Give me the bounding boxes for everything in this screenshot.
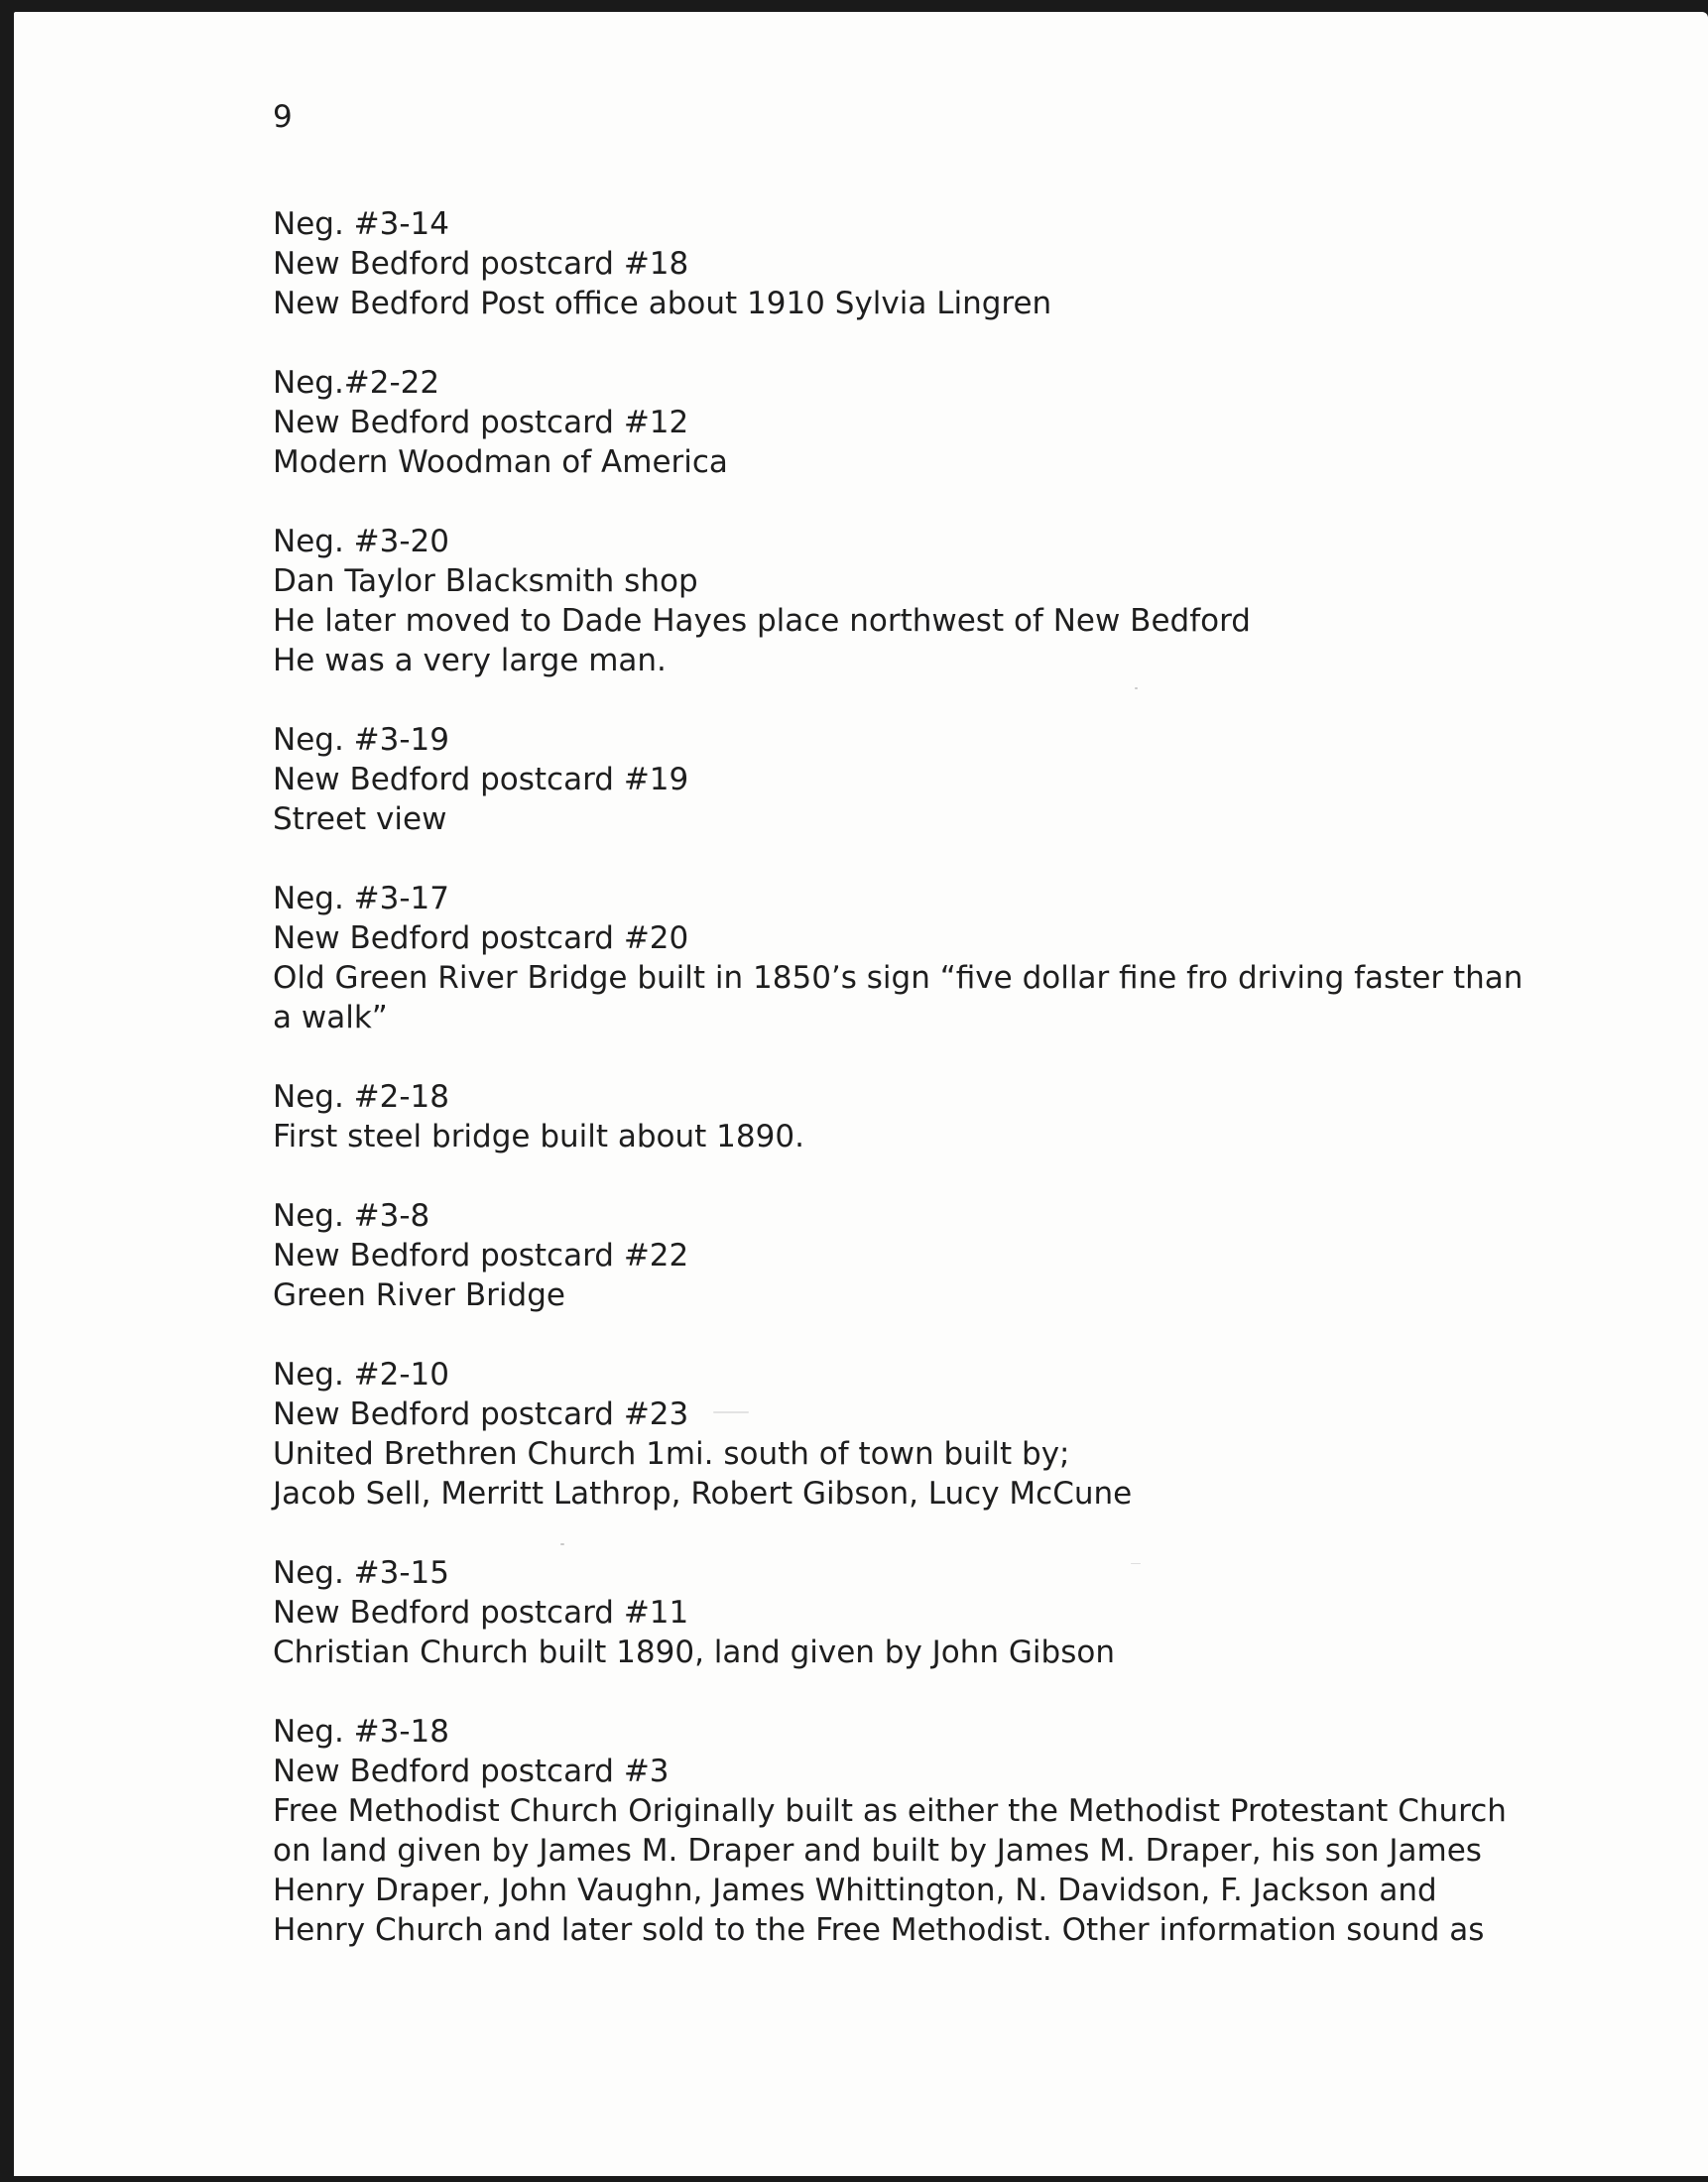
entry-line: New Bedford postcard #11 (273, 1595, 689, 1631)
entry-line: Dan Taylor Blacksmith shop (273, 563, 698, 599)
entry-line: Modern Woodman of America (273, 444, 728, 480)
entry-line: Henry Draper, John Vaughn, James Whittington, N. Davidson, F. Jackson and (273, 1873, 1437, 1908)
entry-text (273, 1553, 1513, 1672)
negative-number: Neg. #3-14 (273, 206, 449, 242)
negative-entry (273, 879, 1524, 1037)
entry-line: on land given by James M. Draper and built by James M. Draper, his son James (273, 1833, 1482, 1869)
entry-line: New Bedford postcard #20 (273, 920, 689, 956)
negative-entry (273, 363, 1513, 482)
negative-number: Neg. #3-18 (273, 1714, 449, 1750)
negative-entry (273, 522, 1513, 680)
entry-line: Old Green River Bridge built in 1850’s sign “five dollar fine fro driving faster than (273, 960, 1524, 996)
negative-entry (273, 1712, 1513, 1950)
negative-entry (273, 1355, 1513, 1514)
entry-line: He was a very large man. (273, 643, 667, 678)
entry-text (273, 1077, 1513, 1156)
entry-line: Green River Bridge (273, 1277, 565, 1313)
negative-entry (273, 1077, 1513, 1156)
entry-text (273, 1196, 1513, 1315)
negative-entry (273, 1196, 1513, 1315)
entry-line: a walk” (273, 1000, 388, 1035)
entry-line: Henry Church and later sold to the Free Methodist. Other information sound as (273, 1912, 1485, 1948)
entry-line: New Bedford postcard #12 (273, 405, 689, 440)
negative-number: Neg. #3-17 (273, 881, 449, 916)
entry-line: New Bedford postcard #23 (273, 1396, 689, 1432)
entry-text (273, 363, 1513, 482)
negative-number: Neg. #3-19 (273, 722, 449, 758)
negative-number: Neg. #3-8 (273, 1198, 430, 1234)
negative-entry (273, 720, 1513, 839)
document-body (273, 97, 1524, 1990)
negative-entry-list (273, 204, 1524, 1950)
negative-entry (273, 204, 1513, 323)
entry-line: First steel bridge built about 1890. (273, 1119, 804, 1154)
entry-line: New Bedford postcard #18 (273, 246, 689, 282)
negative-number: Neg.#2-22 (273, 365, 440, 401)
negative-number: Neg. #3-15 (273, 1555, 449, 1591)
entry-text (273, 1355, 1513, 1514)
entry-text (273, 720, 1513, 839)
entry-line: New Bedford postcard #22 (273, 1238, 689, 1273)
negative-number: Neg. #2-18 (273, 1079, 449, 1115)
entry-text (273, 879, 1524, 1037)
entry-line: Jacob Sell, Merritt Lathrop, Robert Gibson, Lucy McCune (273, 1476, 1133, 1512)
entry-line: New Bedford postcard #3 (273, 1754, 670, 1789)
entry-line: Free Methodist Church Originally built as either the Methodist Protestant Church (273, 1793, 1507, 1829)
page-number: 9 (273, 99, 293, 135)
entry-text (273, 1712, 1513, 1950)
entry-text (273, 204, 1513, 323)
entry-line: Street view (273, 801, 447, 837)
negative-number: Neg. #3-20 (273, 524, 449, 559)
entry-line: New Bedford Post office about 1910 Sylvia Lingren (273, 286, 1052, 321)
entry-line: He later moved to Dade Hayes place northwest of New Bedford (273, 603, 1251, 639)
entry-text (273, 522, 1513, 680)
entry-line: Christian Church built 1890, land given by John Gibson (273, 1635, 1115, 1670)
negative-number: Neg. #2-10 (273, 1357, 449, 1393)
entry-line: New Bedford postcard #19 (273, 762, 689, 797)
entry-line: United Brethren Church 1mi. south of town built by; (273, 1436, 1070, 1472)
negative-entry (273, 1553, 1513, 1672)
